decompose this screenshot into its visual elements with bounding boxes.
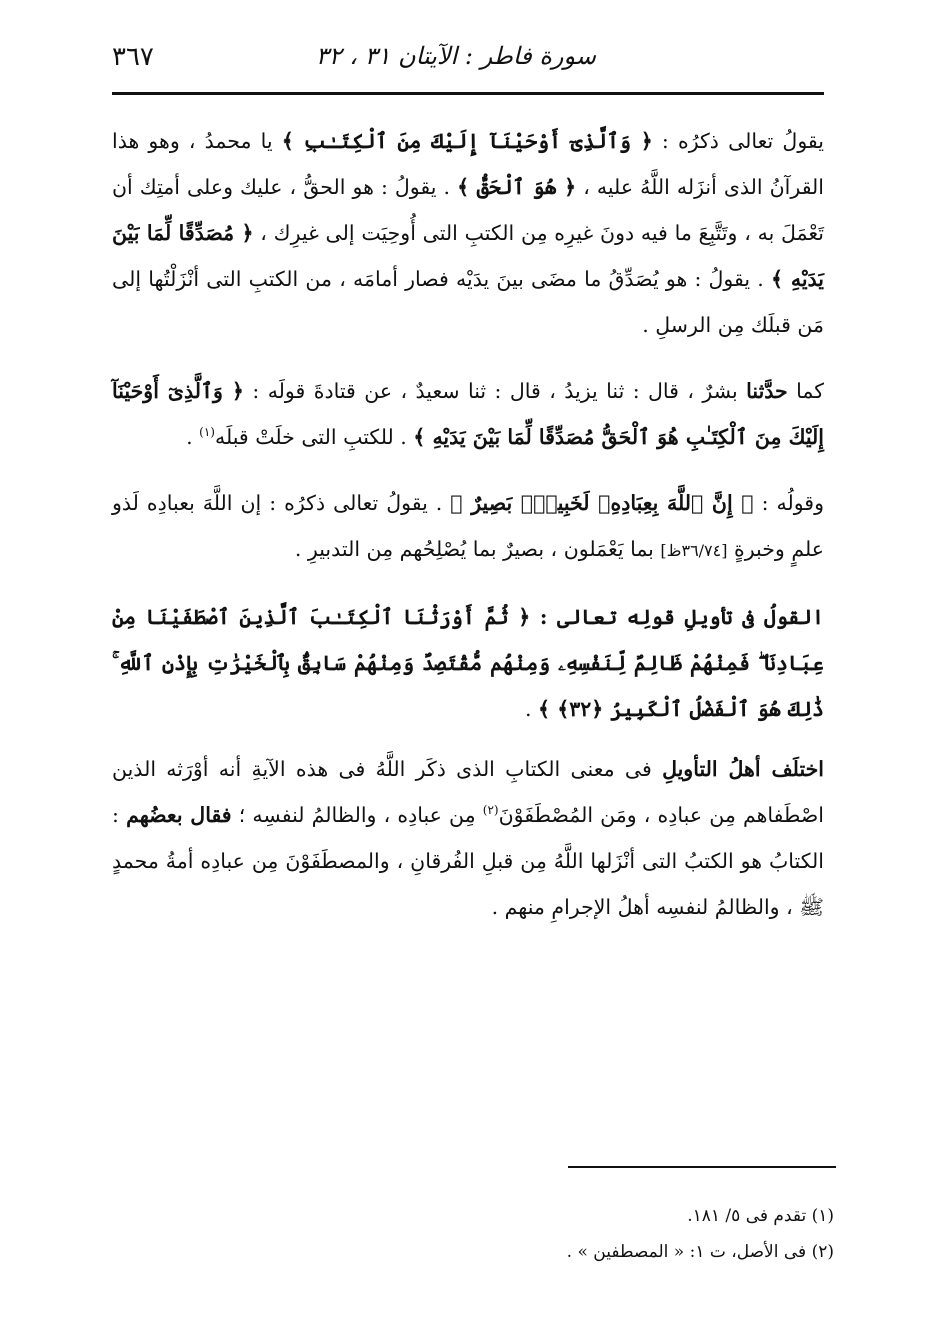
footnote-rule: [568, 1166, 836, 1168]
header-rule: [112, 92, 824, 95]
paragraph-1: [112, 118, 824, 348]
text: .: [186, 425, 200, 449]
main-text: [112, 118, 824, 950]
section-heading: القولُ فى تأويلِ قولِه تعالى :: [530, 605, 824, 629]
page-header: [112, 38, 826, 82]
text: . يقولُ : هو الحقُّ ، عليك وعلى أمتِك أن تَعْمَلَ به ، وتَتَّبِعَ ما فيه دونَ غيرِه مِن الكتبِ التى أُوحِيَت إلى غيرِك ،: [112, 175, 824, 245]
paragraph-4: [112, 594, 824, 732]
text: .: [525, 697, 539, 721]
manuscript-marker: [٣٦/٧٤ظ]: [660, 541, 728, 560]
footnote-ref-2: (٢): [482, 803, 499, 818]
quran-quote: ﴿ وَٱلَّذِىٓ أَوْحَيْنَآ إِلَيْكَ مِنَ ٱلْكِتَـٰبِ هُوَ ٱلْحَقُّ مُصَدِّقًا لِّمَا بَيْنَ يَدَيْهِ ﴾: [112, 379, 824, 449]
quran-quote: ﴿ إِنَّ ٱللَّهَ بِعِبَادِهِۦ لَخَبِيرٌۢ بَصِيرٌ ﴾: [450, 491, 754, 515]
text: : الكتابُ هو الكتبُ التى أنْزَلها اللَّهُ مِن قبلِ الفُرقانِ ، والمصطَفَوْنَ مِن عبادِه أمةُ محمدٍ ﷺ ، والظالمُ لنفسِه أهلُ الإجرامِ منهم .: [112, 803, 824, 919]
text: . للكتبِ التى خلَتْ قبلَه: [214, 425, 414, 449]
footnote-1: (١) تقدم فى ٥/ ١٨١.: [687, 1206, 834, 1226]
text: كما: [787, 379, 825, 403]
running-title: سورة فاطر : الآيتان ٣١ ، ٣٢: [315, 42, 596, 70]
text: مِن عبادِه ، والظالمُ لنفسِه ؛: [231, 803, 483, 827]
footnotes: [112, 1198, 834, 1270]
paragraph-3: [112, 480, 824, 574]
text: فى معنى الكتابِ الذى ذكَر اللَّهُ فى هذه الآيةِ أنه أوْرَثه الذين اصْطَفاهم مِن عبادِه ، ومَن المُصْطَفَوْنَ: [112, 757, 824, 827]
paragraph-2: [112, 368, 824, 460]
quran-quote: ﴿ وَٱلَّذِىٓ أَوْحَيْنَآ إِلَيْكَ مِنَ ٱلْكِتَـٰبِ ﴾: [281, 129, 653, 153]
quran-quote: ﴿ هُوَ ٱلْحَقُّ ﴾: [457, 175, 577, 199]
text: بما يَعْمَلون ، بصيرٌ بما يُصْلِحُهم مِن التدبيرِ .: [294, 537, 661, 561]
text: وقولُه :: [753, 491, 825, 515]
text: يا محمدُ ، وهو هذا القرآنُ الذى أنزَله اللَّهُ عليه ،: [112, 129, 825, 199]
bold-lead: اختلَف أهلُ التأويلِ: [662, 757, 825, 781]
text: بشرٌ ، قال : ثنا يزيدُ ، قال : ثنا سعيدٌ ، عن قتادةَ قولَه :: [243, 379, 747, 403]
footnote-2: (٢) فى الأصل، ت ١: « المصطفين » .: [566, 1242, 834, 1262]
quran-quote: ﴿ مُصَدِّقًا لِّمَا بَيْنَ يَدَيْهِ ﴾: [112, 221, 825, 291]
bold-lead: فقال بعضُهم: [126, 803, 232, 827]
text: . يقولُ : هو يُصَدِّقُ ما مضَى بينَ يدَيْه فصار أمامَه ، من الكتبِ التى أنْزَلْتُها إلى مَن قبلَك مِن الرسلِ .: [112, 267, 824, 337]
page-number: ٣٦٧: [112, 42, 154, 72]
quran-quote: ﴿ ثُمَّ أَوْرَثْنَا ٱلْكِتَـٰبَ ٱلَّذِينَ ٱصْطَفَيْنَا مِنْ عِبَادِنَا ۖ فَمِنْهُمْ ظَالِمٌ لِّنَفْسِهِۦ وَمِنْهُم مُّقْتَصِدٌ وَمِنْهُمْ سَابِقٌۢ بِٱلْخَيْرَٰتِ بِإِذْنِ ٱللَّهِ ۚ ذَٰلِكَ هُوَ ٱلْفَضْلُ ٱلْكَبِيرُ ﴿٣٢﴾ ﴾: [112, 605, 824, 721]
paragraph-5: [112, 746, 824, 930]
text: . يقولُ تعالى ذكرُه : إن اللَّهَ بعبادِه لَذو علمٍ وخبرةٍ: [112, 491, 824, 561]
footnote-ref-1: (١): [199, 425, 215, 440]
text: يقولُ تعالى ذكرُه :: [652, 129, 824, 153]
hadith-keyword: حدَّثنا: [746, 379, 788, 403]
